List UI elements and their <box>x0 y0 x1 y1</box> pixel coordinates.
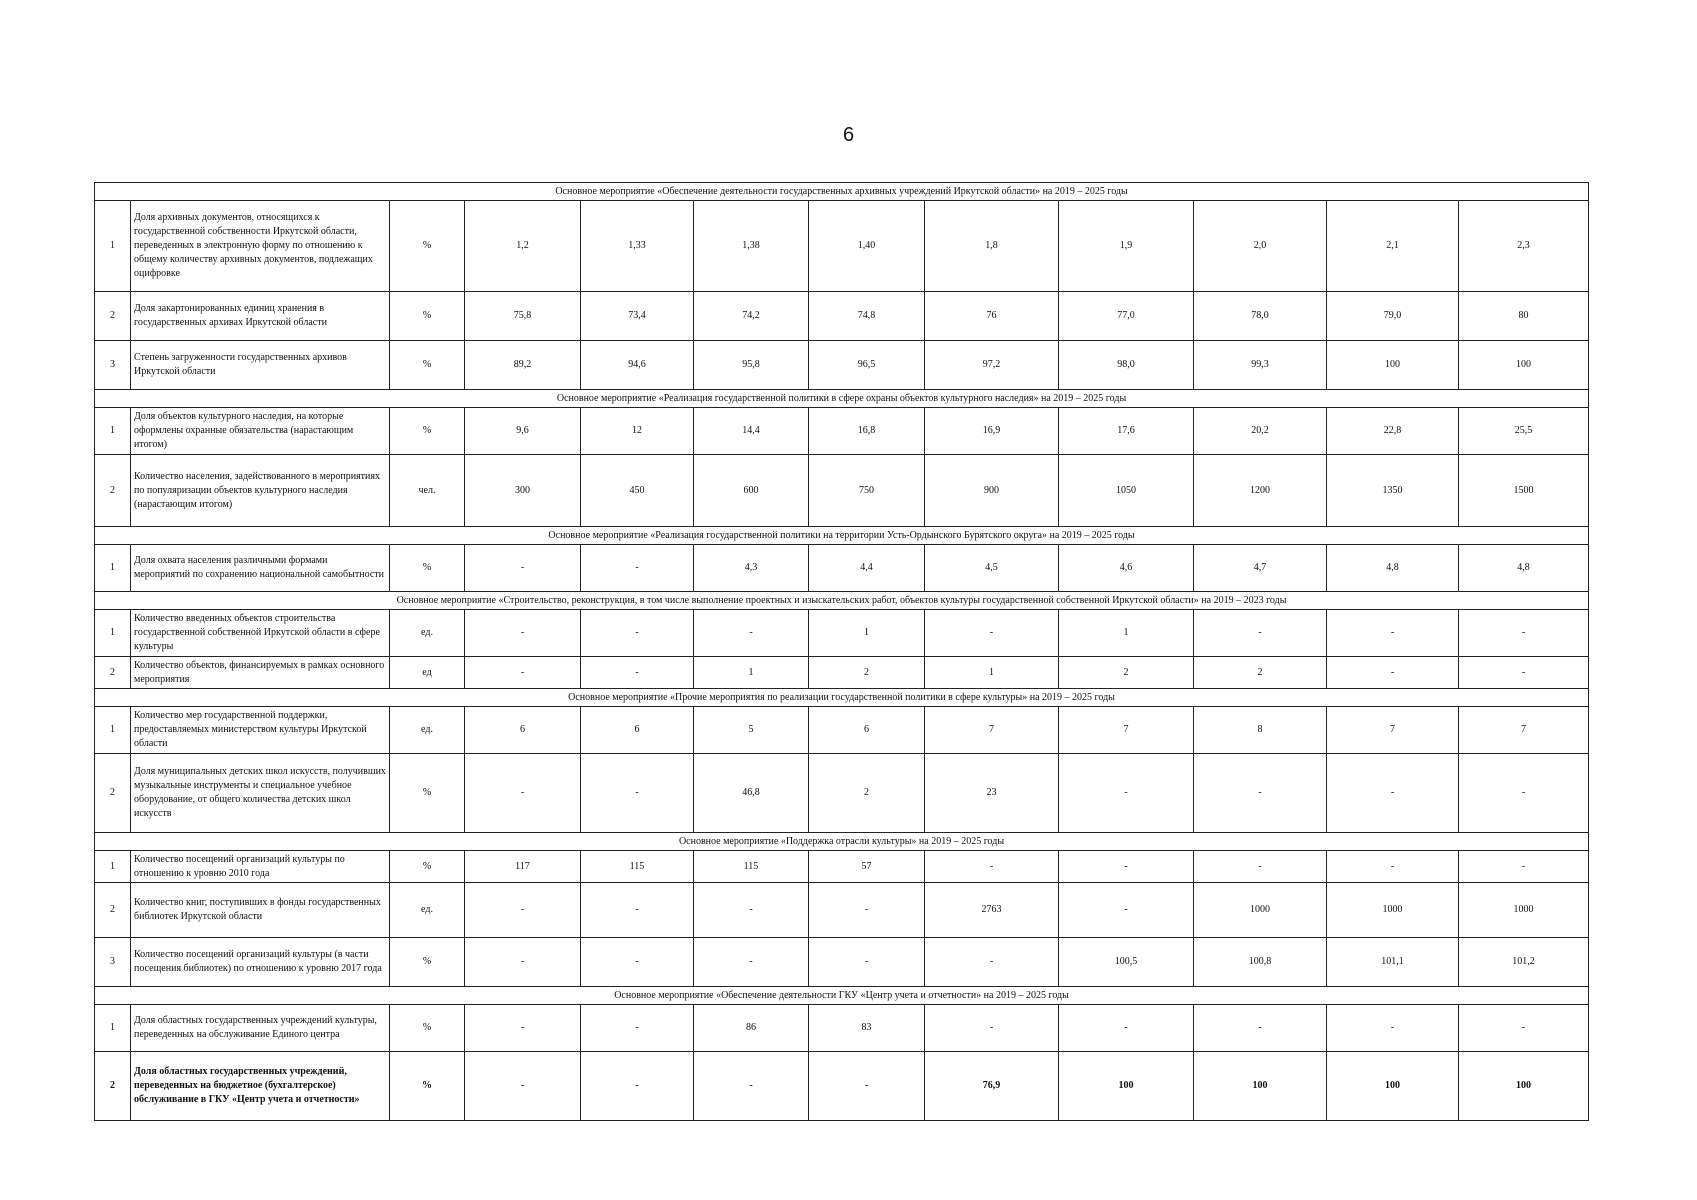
row-number: 2 <box>95 455 131 527</box>
unit-cell: % <box>390 1052 465 1121</box>
table-row <box>95 851 1589 883</box>
unit-cell: % <box>390 851 465 883</box>
value-cell: 1000 <box>1327 883 1459 938</box>
section-title: Основное мероприятие «Реализация государственной политики на территории Усть-Ордынского Бурятского округа» на 2019 – 2025 годы <box>95 527 1589 545</box>
table-row <box>95 408 1589 455</box>
value-cell: - <box>694 938 809 987</box>
table-row <box>95 883 1589 938</box>
unit-cell: ед. <box>390 610 465 657</box>
value-cell: 7 <box>1327 707 1459 754</box>
table-row <box>95 1052 1589 1121</box>
section-title: Основное мероприятие «Обеспечение деятельности государственных архивных учреждений Иркутской области» на 2019 – 2025 годы <box>95 183 1589 201</box>
value-cell: - <box>465 883 581 938</box>
value-cell: 1 <box>925 657 1059 689</box>
value-cell: 1200 <box>1194 455 1327 527</box>
indicator-name: Количество введенных объектов строительства государственной собственной Иркутской области в сфере культуры <box>131 610 390 657</box>
value-cell: - <box>925 610 1059 657</box>
value-cell: - <box>581 610 694 657</box>
value-cell: 2 <box>1059 657 1194 689</box>
value-cell: - <box>465 545 581 592</box>
indicator-name: Количество посещений организаций культуры по отношению к уровню 2010 года <box>131 851 390 883</box>
value-cell: 100 <box>1194 1052 1327 1121</box>
value-cell: 600 <box>694 455 809 527</box>
value-cell: - <box>1194 754 1327 833</box>
value-cell: 300 <box>465 455 581 527</box>
row-number: 2 <box>95 754 131 833</box>
table-row <box>95 341 1589 390</box>
row-number: 1 <box>95 1005 131 1052</box>
table-row <box>95 455 1589 527</box>
value-cell: - <box>1327 1005 1459 1052</box>
value-cell: 8 <box>1194 707 1327 754</box>
value-cell: 16,8 <box>809 408 925 455</box>
indicator-name: Количество мер государственной поддержки, предоставляемых министерством культуры Иркутской области <box>131 707 390 754</box>
value-cell: - <box>694 1052 809 1121</box>
value-cell: 1,40 <box>809 201 925 292</box>
indicator-name: Доля закартонированных единиц хранения в государственных архивах Иркутской области <box>131 292 390 341</box>
row-number: 1 <box>95 408 131 455</box>
value-cell: 1,9 <box>1059 201 1194 292</box>
value-cell: 117 <box>465 851 581 883</box>
unit-cell: ед <box>390 657 465 689</box>
value-cell: 100,8 <box>1194 938 1327 987</box>
unit-cell: ед. <box>390 707 465 754</box>
section-header-row <box>95 987 1589 1005</box>
value-cell: 94,6 <box>581 341 694 390</box>
value-cell: 73,4 <box>581 292 694 341</box>
value-cell: 2,0 <box>1194 201 1327 292</box>
value-cell: 89,2 <box>465 341 581 390</box>
value-cell: 1,33 <box>581 201 694 292</box>
value-cell: 1 <box>694 657 809 689</box>
table-row <box>95 545 1589 592</box>
value-cell: 2 <box>809 754 925 833</box>
row-number: 3 <box>95 341 131 390</box>
value-cell: - <box>581 1005 694 1052</box>
value-cell: - <box>581 938 694 987</box>
value-cell: - <box>581 754 694 833</box>
value-cell: - <box>1059 851 1194 883</box>
value-cell: 9,6 <box>465 408 581 455</box>
row-number: 3 <box>95 938 131 987</box>
row-number: 1 <box>95 851 131 883</box>
value-cell: 7 <box>1059 707 1194 754</box>
indicator-name: Доля охвата населения различными формами мероприятий по сохранению национальной самобытности <box>131 545 390 592</box>
value-cell: 1 <box>809 610 925 657</box>
value-cell: - <box>581 1052 694 1121</box>
value-cell: 4,8 <box>1459 545 1589 592</box>
value-cell: - <box>465 610 581 657</box>
value-cell: - <box>465 1052 581 1121</box>
row-number: 2 <box>95 657 131 689</box>
value-cell: - <box>694 883 809 938</box>
section-title: Основное мероприятие «Обеспечение деятельности ГКУ «Центр учета и отчетности» на 2019 – 2025 годы <box>95 987 1589 1005</box>
value-cell: - <box>1059 754 1194 833</box>
indicator-name: Количество книг, поступивших в фонды государственных библиотек Иркутской области <box>131 883 390 938</box>
table-row <box>95 938 1589 987</box>
value-cell: 115 <box>694 851 809 883</box>
section-header-row <box>95 689 1589 707</box>
value-cell: 83 <box>809 1005 925 1052</box>
value-cell: 2 <box>1194 657 1327 689</box>
value-cell: 99,3 <box>1194 341 1327 390</box>
value-cell: 2,3 <box>1459 201 1589 292</box>
value-cell: 100 <box>1459 1052 1589 1121</box>
value-cell: 75,8 <box>465 292 581 341</box>
value-cell: - <box>809 883 925 938</box>
unit-cell: % <box>390 292 465 341</box>
value-cell: - <box>581 883 694 938</box>
value-cell: 74,8 <box>809 292 925 341</box>
unit-cell: % <box>390 754 465 833</box>
value-cell: 2 <box>809 657 925 689</box>
value-cell: 6 <box>809 707 925 754</box>
value-cell: - <box>925 1005 1059 1052</box>
value-cell: 7 <box>925 707 1059 754</box>
value-cell: - <box>925 938 1059 987</box>
section-header-row <box>95 592 1589 610</box>
value-cell: 6 <box>465 707 581 754</box>
value-cell: 4,8 <box>1327 545 1459 592</box>
row-number: 2 <box>95 1052 131 1121</box>
value-cell: - <box>1327 657 1459 689</box>
row-number: 1 <box>95 707 131 754</box>
unit-cell: % <box>390 341 465 390</box>
value-cell: 76 <box>925 292 1059 341</box>
indicator-name: Доля архивных документов, относящихся к государственной собственности Иркутской области, переведенных в электронную форму по отношению к общему количеству архивных документов, подлежащих оцифровке <box>131 201 390 292</box>
value-cell: 100 <box>1327 1052 1459 1121</box>
row-number: 1 <box>95 545 131 592</box>
value-cell: 115 <box>581 851 694 883</box>
value-cell: - <box>1327 851 1459 883</box>
table-row <box>95 754 1589 833</box>
value-cell: - <box>809 1052 925 1121</box>
value-cell: 80 <box>1459 292 1589 341</box>
value-cell: - <box>581 545 694 592</box>
value-cell: - <box>1059 1005 1194 1052</box>
value-cell: 450 <box>581 455 694 527</box>
value-cell: 750 <box>809 455 925 527</box>
value-cell: - <box>1059 883 1194 938</box>
value-cell: - <box>465 657 581 689</box>
value-cell: 77,0 <box>1059 292 1194 341</box>
value-cell: 57 <box>809 851 925 883</box>
value-cell: - <box>1327 754 1459 833</box>
value-cell: 4,5 <box>925 545 1059 592</box>
value-cell: 6 <box>581 707 694 754</box>
value-cell: 1 <box>1059 610 1194 657</box>
value-cell: 17,6 <box>1059 408 1194 455</box>
value-cell: 100,5 <box>1059 938 1194 987</box>
indicator-name: Степень загруженности государственных архивов Иркутской области <box>131 341 390 390</box>
value-cell: - <box>1194 851 1327 883</box>
indicator-name: Доля областных государственных учреждений культуры, переведенных на обслуживание Единого центра <box>131 1005 390 1052</box>
row-number: 2 <box>95 883 131 938</box>
value-cell: 23 <box>925 754 1059 833</box>
value-cell: 5 <box>694 707 809 754</box>
value-cell: 74,2 <box>694 292 809 341</box>
section-title: Основное мероприятие «Прочие мероприятия по реализации государственной политики в сфере культуры» на 2019 – 2025 годы <box>95 689 1589 707</box>
unit-cell: % <box>390 201 465 292</box>
value-cell: - <box>1459 851 1589 883</box>
value-cell: - <box>465 754 581 833</box>
section-title: Основное мероприятие «Поддержка отрасли культуры» на 2019 – 2025 годы <box>95 833 1589 851</box>
table-row <box>95 292 1589 341</box>
value-cell: 4,4 <box>809 545 925 592</box>
value-cell: 900 <box>925 455 1059 527</box>
unit-cell: % <box>390 408 465 455</box>
indicator-name: Количество посещений организаций культуры (в части посещения библиотек) по отношению к уровню 2017 года <box>131 938 390 987</box>
value-cell: 1,38 <box>694 201 809 292</box>
value-cell: 95,8 <box>694 341 809 390</box>
value-cell: 78,0 <box>1194 292 1327 341</box>
value-cell: 16,9 <box>925 408 1059 455</box>
value-cell: 4,6 <box>1059 545 1194 592</box>
value-cell: - <box>694 610 809 657</box>
table-row <box>95 657 1589 689</box>
value-cell: - <box>581 657 694 689</box>
indicator-name: Количество объектов, финансируемых в рамках основного мероприятия <box>131 657 390 689</box>
value-cell: 79,0 <box>1327 292 1459 341</box>
value-cell: - <box>465 1005 581 1052</box>
value-cell: - <box>809 938 925 987</box>
value-cell: 101,2 <box>1459 938 1589 987</box>
indicators-table <box>94 182 1589 1121</box>
value-cell: 86 <box>694 1005 809 1052</box>
value-cell: 4,3 <box>694 545 809 592</box>
value-cell: - <box>1194 1005 1327 1052</box>
value-cell: 2,1 <box>1327 201 1459 292</box>
page-number: 6 <box>842 124 855 146</box>
indicator-name: Доля областных государственных учреждений, переведенных на бюджетное (бухгалтерское) обслуживание в ГКУ «Центр учета и отчетности» <box>131 1052 390 1121</box>
table-row <box>95 1005 1589 1052</box>
value-cell: - <box>925 851 1059 883</box>
value-cell: 1000 <box>1459 883 1589 938</box>
value-cell: 2763 <box>925 883 1059 938</box>
section-title: Основное мероприятие «Строительство, реконструкция, в том числе выполнение проектных и изыскательских работ, объектов культуры государственной собственной Иркутской области» на 2019 – 2023 годы <box>95 592 1589 610</box>
table-row <box>95 707 1589 754</box>
value-cell: - <box>1459 610 1589 657</box>
row-number: 2 <box>95 292 131 341</box>
value-cell: 4,7 <box>1194 545 1327 592</box>
indicator-name: Количество населения, задействованного в мероприятиях по популяризации объектов культурного наследия (нарастающим итогом) <box>131 455 390 527</box>
value-cell: 97,2 <box>925 341 1059 390</box>
value-cell: 76,9 <box>925 1052 1059 1121</box>
unit-cell: ед. <box>390 883 465 938</box>
value-cell: 14,4 <box>694 408 809 455</box>
value-cell: 101,1 <box>1327 938 1459 987</box>
value-cell: 100 <box>1459 341 1589 390</box>
value-cell: 100 <box>1059 1052 1194 1121</box>
value-cell: 96,5 <box>809 341 925 390</box>
indicator-name: Доля муниципальных детских школ искусств, получивших музыкальные инструменты и специальное учебное оборудование, от общего количества детских школ искусств <box>131 754 390 833</box>
indicator-name: Доля объектов культурного наследия, на которые оформлены охранные обязательства (нарастающим итогом) <box>131 408 390 455</box>
value-cell: 7 <box>1459 707 1589 754</box>
row-number: 1 <box>95 610 131 657</box>
value-cell: 100 <box>1327 341 1459 390</box>
value-cell: 98,0 <box>1059 341 1194 390</box>
value-cell: - <box>1459 1005 1589 1052</box>
value-cell: 1500 <box>1459 455 1589 527</box>
section-header-row <box>95 833 1589 851</box>
unit-cell: чел. <box>390 455 465 527</box>
value-cell: - <box>1194 610 1327 657</box>
row-number: 1 <box>95 201 131 292</box>
section-header-row <box>95 183 1589 201</box>
value-cell: 12 <box>581 408 694 455</box>
value-cell: - <box>1459 657 1589 689</box>
table-row <box>95 610 1589 657</box>
value-cell: 22,8 <box>1327 408 1459 455</box>
table-row <box>95 201 1589 292</box>
unit-cell: % <box>390 545 465 592</box>
unit-cell: % <box>390 1005 465 1052</box>
value-cell: - <box>1327 610 1459 657</box>
unit-cell: % <box>390 938 465 987</box>
value-cell: 1350 <box>1327 455 1459 527</box>
value-cell: 1,2 <box>465 201 581 292</box>
section-header-row <box>95 390 1589 408</box>
value-cell: 1,8 <box>925 201 1059 292</box>
section-title: Основное мероприятие «Реализация государственной политики в сфере охраны объектов культурного наследия» на 2019 – 2025 годы <box>95 390 1589 408</box>
value-cell: 25,5 <box>1459 408 1589 455</box>
value-cell: 20,2 <box>1194 408 1327 455</box>
value-cell: - <box>465 938 581 987</box>
value-cell: - <box>1459 754 1589 833</box>
section-header-row <box>95 527 1589 545</box>
value-cell: 1000 <box>1194 883 1327 938</box>
value-cell: 1050 <box>1059 455 1194 527</box>
value-cell: 46,8 <box>694 754 809 833</box>
